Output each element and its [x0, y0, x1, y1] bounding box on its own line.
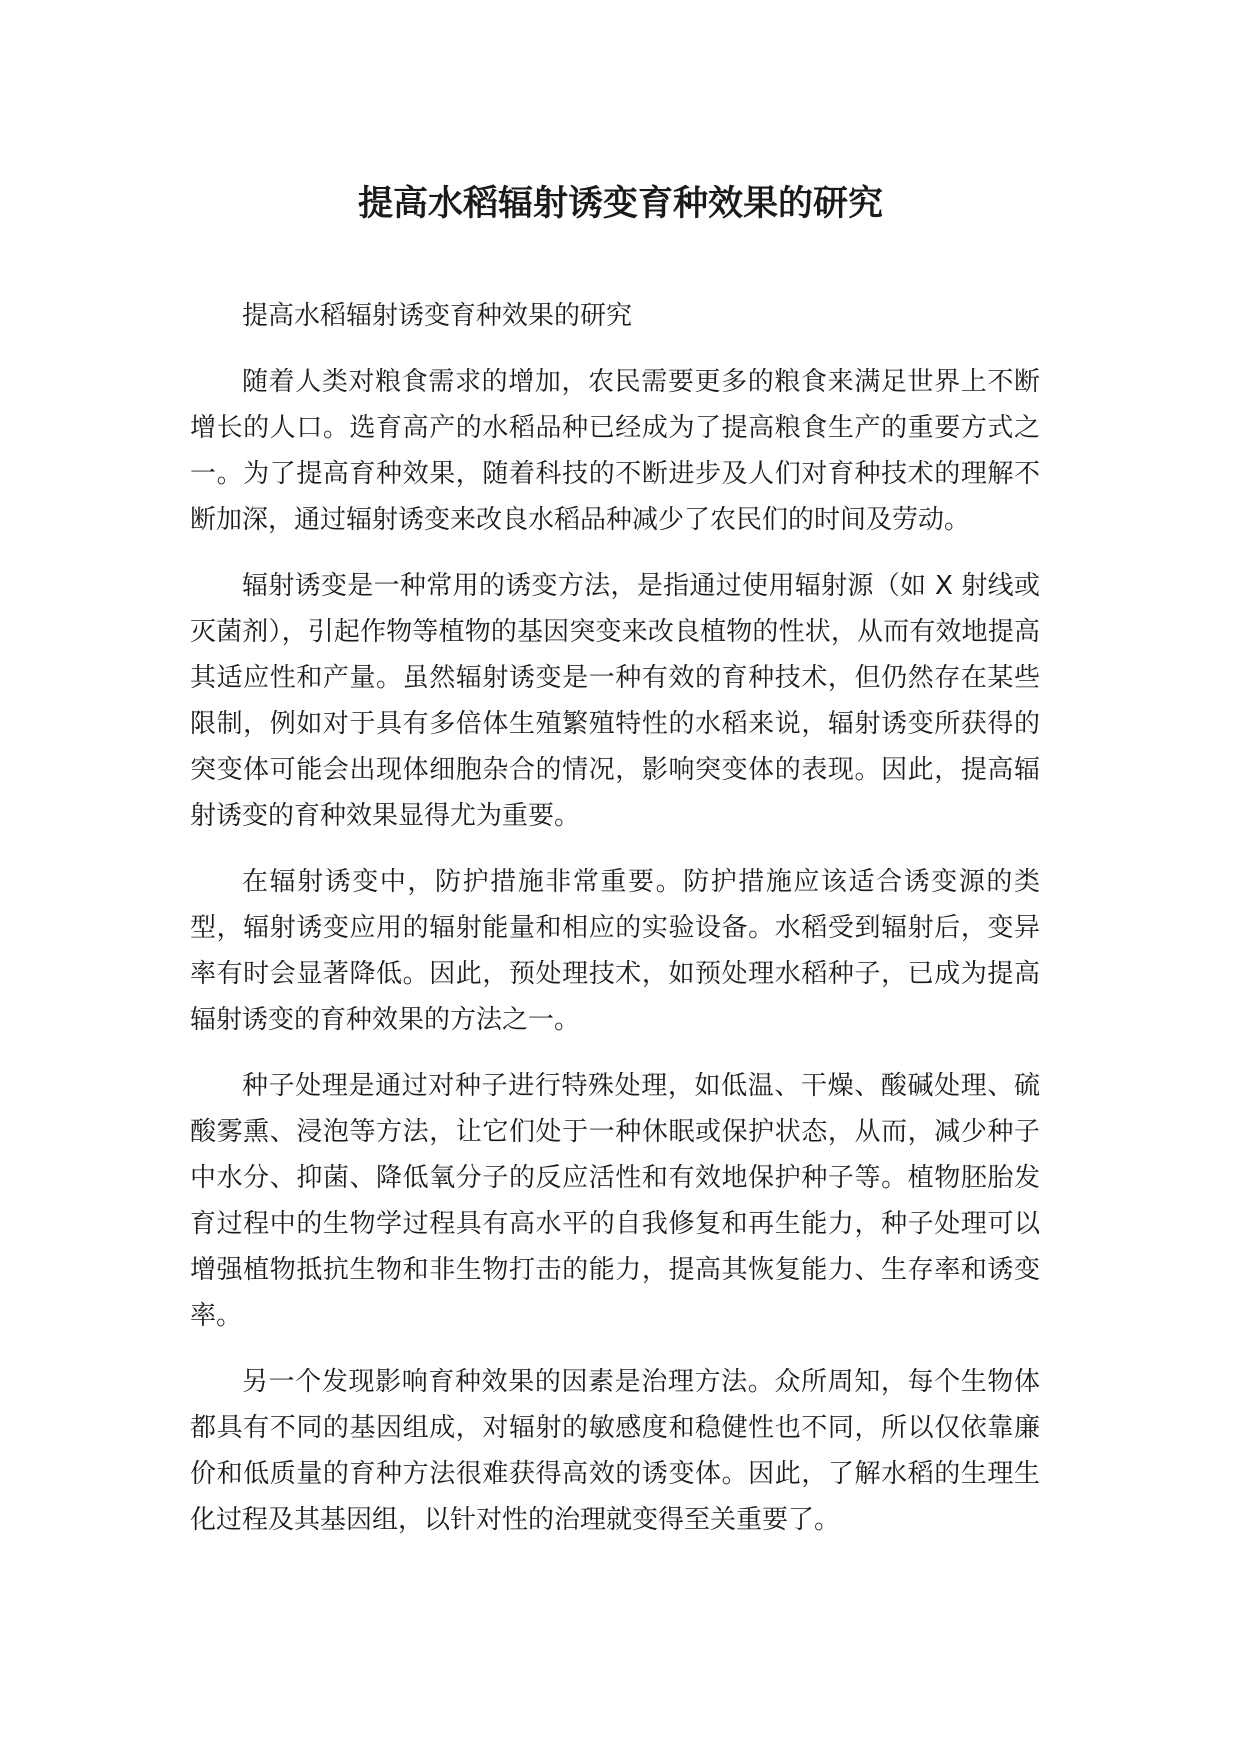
document-title: 提高水稻辐射诱变育种效果的研究	[357, 184, 883, 224]
paragraph-protection-measures: 在辐射诱变中，防护措施非常重要。防护措施应该适合诱变源的类型，辐射诱变应用的辐射能量和相应的实验设备。水稻受到辐射后，变异率有时会显著降低。因此，预处理技术，如预处理水稻种子，已成为提高辐射诱变的育种效果的方法之一。	[190, 867, 1040, 1035]
paragraph-treatment-method: 另一个发现影响育种效果的因素是治理方法。众所周知，每个生物体都具有不同的基因组成，对辐射的敏感度和稳健性也不同，所以仅依靠廉价和低质量的育种方法很难获得高效的诱变体。因此，了解水稻的生理生化过程及其基因组，以针对性的治理就变得至关重要了。	[190, 1367, 1040, 1535]
document-body	[190, 293, 1040, 1563]
paragraph-seed-treatment: 种子处理是通过对种子进行特殊处理，如低温、干燥、酸碱处理、硫酸雾熏、浸泡等方法，让它们处于一种休眠或保护状态，从而，减少种子中水分、抑菌、降低氧分子的反应活性和有效地保护种子等。植物胚胎发育过程中的生物学过程具有高水平的自我修复和再生能力，种子处理可以增强植物抵抗生物和非生物打击的能力，提高其恢复能力、生存率和诱变率。	[190, 1071, 1040, 1331]
paragraph-radiation-mutation: 辐射诱变是一种常用的诱变方法，是指通过使用辐射源（如 X 射线或灭菌剂），引起作物等植物的基因突变来改良植物的性状，从而有效地提高其适应性和产量。虽然辐射诱变是一种有效的育种技术，但仍然存在某些限制，例如对于具有多倍体生殖繁殖特性的水稻来说，辐射诱变所获得的突变体可能会出现体细胞杂合的情况，影响突变体的表现。因此，提高辐射诱变的育种效果显得尤为重要。	[190, 571, 1040, 831]
paragraph-intro: 随着人类对粮食需求的增加，农民需要更多的粮食来满足世界上不断增长的人口。选育高产的水稻品种已经成为了提高粮食生产的重要方式之一。为了提高育种效果，随着科技的不断进步及人们对育种技术的理解不断加深，通过辐射诱变来改良水稻品种减少了农民们的时间及劳动。	[190, 367, 1040, 535]
document-subtitle: 提高水稻辐射诱变育种效果的研究	[242, 301, 633, 331]
